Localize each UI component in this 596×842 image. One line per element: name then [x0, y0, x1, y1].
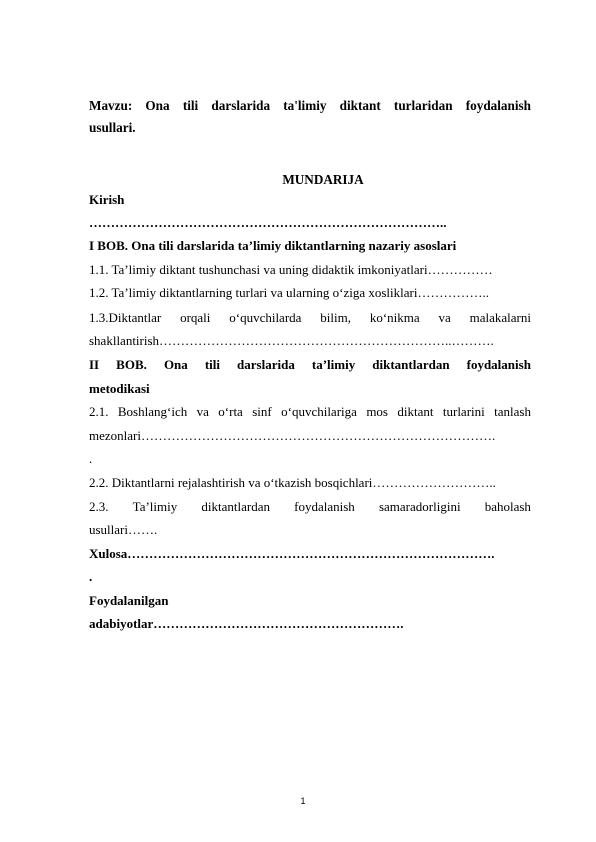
word: tanlash — [494, 404, 531, 419]
toc-chapter-2-cont: metodikasi — [89, 381, 150, 396]
word: Boshlang‘ich — [117, 404, 188, 419]
toc-section-2-1-dot: . — [89, 451, 93, 466]
word: sinf — [252, 404, 272, 419]
word: ko‘nikma — [369, 310, 420, 325]
word: bilim, — [320, 310, 351, 325]
word: diktant — [397, 404, 434, 419]
word: BOB. — [116, 357, 147, 372]
word: o‘quvchilarda — [229, 310, 302, 325]
word: 1.3.Diktantlar — [89, 310, 162, 325]
word: va — [196, 404, 209, 419]
word: orqali — [180, 310, 211, 325]
toc-section-2-1 — [89, 403, 531, 421]
word: 2.1. — [89, 404, 109, 419]
word: turlarini — [442, 404, 485, 419]
toc-chapter-1: I BOB. Ona tili darslarida ta’limiy diktantlarning nazariy asoslari — [89, 238, 457, 253]
word: mos — [366, 404, 388, 419]
word: Ona — [163, 357, 188, 372]
toc-references: Foydalanilgan — [89, 593, 169, 608]
word: o‘rta — [218, 404, 243, 419]
word: va — [438, 310, 451, 325]
toc-chapter-2 — [89, 356, 531, 374]
toc-section-2-3 — [89, 498, 531, 516]
word: II — [89, 357, 100, 372]
word: tili — [204, 357, 220, 372]
toc-section-2-2: 2.2. Diktantlarni rejalashtirish va o‘tkazish bosqichlari……………………….. — [89, 475, 496, 490]
document-topic: Mavzu: Ona tili darslarida ta'limiy diktant turlaridan foydalanish usullari. — [89, 98, 531, 135]
word: malakalarni — [469, 310, 531, 325]
toc-section-1-3 — [89, 309, 531, 327]
word: ta’limiy — [311, 357, 356, 372]
toc-title: MUNDARIJA — [282, 172, 364, 187]
toc-section-1-1: 1.1. Ta’limiy diktant tushunchasi va uning didaktik imkoniyatlari…………… — [89, 262, 493, 277]
toc-section-2-3-cont: usullari……. — [89, 522, 158, 537]
page-number: 1 — [300, 796, 306, 806]
toc-references-cont: adabiyotlar…………………………………………………. — [89, 616, 404, 631]
toc-section-1-3-cont: shakllantirish…………………………………………………………..………. — [89, 333, 494, 348]
word: Ta’limiy — [132, 499, 178, 514]
word: o‘quvchilariga — [281, 404, 357, 419]
toc-section-2-1-cont: mezonlari………………………………………………………………………. — [89, 428, 496, 443]
word: samaradorligini — [378, 499, 461, 514]
word: diktantlardan — [201, 499, 270, 514]
word: foydalanish — [294, 499, 355, 514]
word: diktantlardan — [372, 357, 450, 372]
word: foydalanish — [466, 357, 531, 372]
toc-xulosa: Xulosa…………………………………………………………………………. — [89, 546, 495, 561]
word: baholash — [484, 499, 531, 514]
toc-xulosa-dot: . — [89, 569, 93, 584]
toc-section-1-2: 1.2. Ta’limiy diktantlarning turlari va ularning o‘ziga xosliklari…………….. — [89, 285, 489, 300]
toc-kirish-dots: ……………………………………………………………………….. — [89, 215, 447, 230]
toc-kirish: Kirish — [89, 192, 125, 207]
word: 2.3. — [89, 499, 109, 514]
word: darslarida — [237, 357, 295, 372]
